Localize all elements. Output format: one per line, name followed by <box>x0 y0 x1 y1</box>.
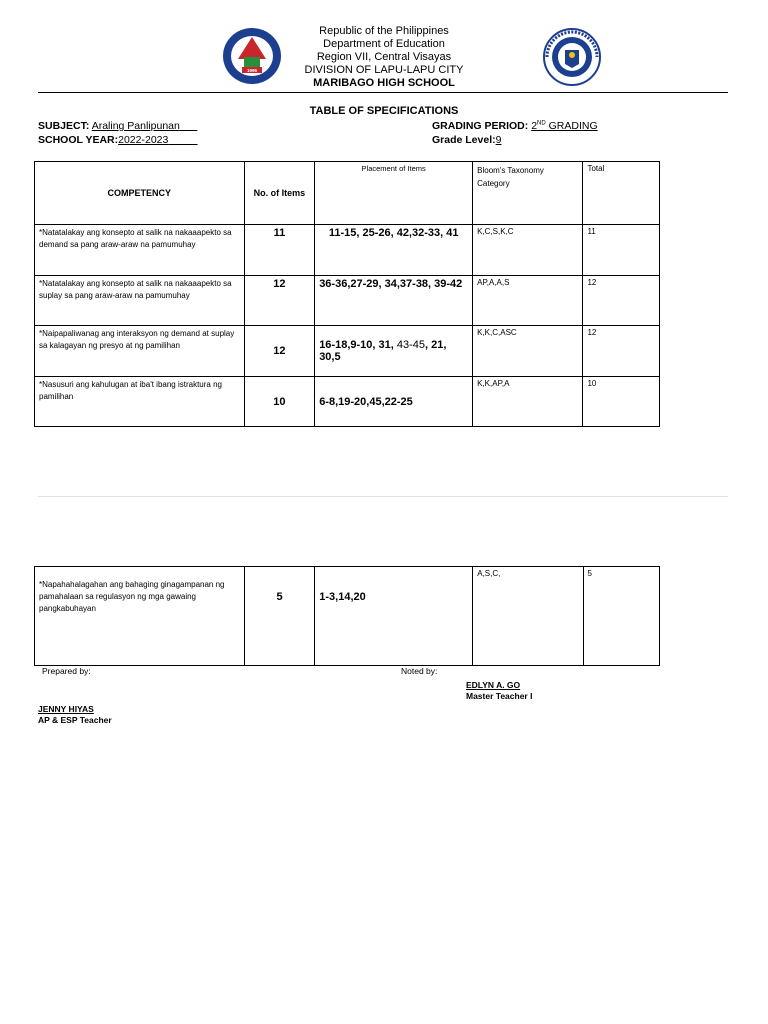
total-cell: 11 <box>583 225 660 276</box>
prepared-by-label: Prepared by: <box>42 666 91 676</box>
header-school-name: MARIBAGO HIGH SCHOOL <box>313 77 455 89</box>
school-year-value: 2022-2023 <box>118 134 169 146</box>
table-row <box>35 377 660 427</box>
header-competency: COMPETENCY <box>35 162 245 225</box>
deped-seal-logo <box>543 28 601 86</box>
header-division: DIVISION OF LAPU-LAPU CITY <box>304 64 464 76</box>
grading-period-word: GRADING <box>548 120 598 132</box>
total-cell: 12 <box>583 326 660 377</box>
items-cell: 11 <box>244 225 315 276</box>
noted-by-title: Master Teacher I <box>466 691 533 701</box>
grading-period-number: 2 <box>531 120 538 132</box>
svg-text:1996: 1996 <box>246 68 258 73</box>
header-region: Region VII, Central Visayas <box>316 51 452 63</box>
page-break <box>38 496 728 497</box>
header-total: Total <box>583 162 660 225</box>
grading-period-label: GRADING PERIOD: <box>432 120 529 132</box>
specifications-table-continued <box>34 566 660 666</box>
items-cell: 12 <box>244 276 315 326</box>
bloom-cell: A,S,C, <box>473 567 583 666</box>
header-bloom: Bloom's Taxonomy Category <box>473 162 583 225</box>
total-cell: 12 <box>583 276 660 326</box>
header-no-items: No. of Items <box>244 162 315 225</box>
bloom-cell: K,C,S,K,C <box>473 225 583 276</box>
grade-level-value: 9 <box>495 134 502 146</box>
items-cell: 12 <box>244 326 315 377</box>
table-row <box>35 567 660 666</box>
prepared-by-title: AP & ESP Teacher <box>38 715 112 725</box>
competency-cell: *Nasusuri ang kahulugan at iba't ibang istraktura ng pamilihan <box>35 377 245 427</box>
specifications-table <box>34 161 660 427</box>
items-cell: 5 <box>244 567 314 666</box>
bloom-cell: K,K,C,ASC <box>473 326 583 377</box>
competency-cell: *Natatalakay ang konsepto at salik na nakaaapekto sa suplay sa pang araw-araw na pamumuhay <box>35 276 245 326</box>
total-cell: 5 <box>583 567 659 666</box>
school-year-label: SCHOOL YEAR: <box>38 134 119 146</box>
table-row <box>35 225 660 276</box>
items-cell: 10 <box>244 377 315 427</box>
noted-by-name: EDLYN A. GO <box>466 680 521 690</box>
header-placement: Placement of Items <box>315 162 473 225</box>
table-header-row <box>35 162 660 225</box>
letterhead <box>284 25 484 90</box>
prepared-by-name: JENNY HIYAS <box>38 704 94 714</box>
table-row <box>35 276 660 326</box>
subject-label: SUBJECT: <box>38 120 90 132</box>
competency-cell: *Naipapaliwanag ang interaksyon ng demand at suplay sa kalagayan ng presyo at ng pamilihan <box>35 326 245 377</box>
total-cell: 10 <box>583 377 660 427</box>
school-year-field <box>38 134 198 146</box>
subject-value: Araling Panlipunan <box>91 120 180 132</box>
header-divider <box>38 92 728 93</box>
placement-cell: 36-36,27-29, 34,37-38, 39-42 <box>315 276 473 326</box>
header-country: Republic of the Philippines <box>319 25 449 37</box>
subject-field <box>38 120 197 132</box>
grading-period-field <box>432 120 598 132</box>
placement-cell <box>315 326 473 377</box>
grade-level-label: Grade Level: <box>432 134 496 146</box>
competency-cell: *Natatalakay ang konsepto at salik na nakaaapekto sa demand sa pang araw-araw na pamumuhay <box>35 225 245 276</box>
placement-part: 16-18,9-10, 31, <box>319 339 397 351</box>
header-department: Department of Education <box>323 38 445 50</box>
placement-cell: 6-8,19-20,45,22-25 <box>315 377 473 427</box>
school-seal-logo <box>222 27 282 85</box>
placement-cell: 11-15, 25-26, 42,32-33, 41 <box>315 225 473 276</box>
bloom-cell: AP,A,A,S <box>473 276 583 326</box>
bloom-cell: K,K,AP,A <box>473 377 583 427</box>
grading-period-suffix: ND <box>537 120 546 127</box>
noted-by-label: Noted by: <box>401 666 438 676</box>
grade-level-field <box>432 134 501 146</box>
placement-cell: 1-3,14,20 <box>315 567 473 666</box>
table-row <box>35 326 660 377</box>
placement-part: , 21, 30,5 <box>319 339 447 363</box>
competency-cell: *Napahahalagahan ang bahaging ginagampanan ng pamahalaan sa regulasyon ng mga gawaing pangkabuhayan <box>35 567 245 666</box>
placement-part: 43-45 <box>396 339 425 351</box>
document-title: TABLE OF SPECIFICATIONS <box>309 105 459 117</box>
